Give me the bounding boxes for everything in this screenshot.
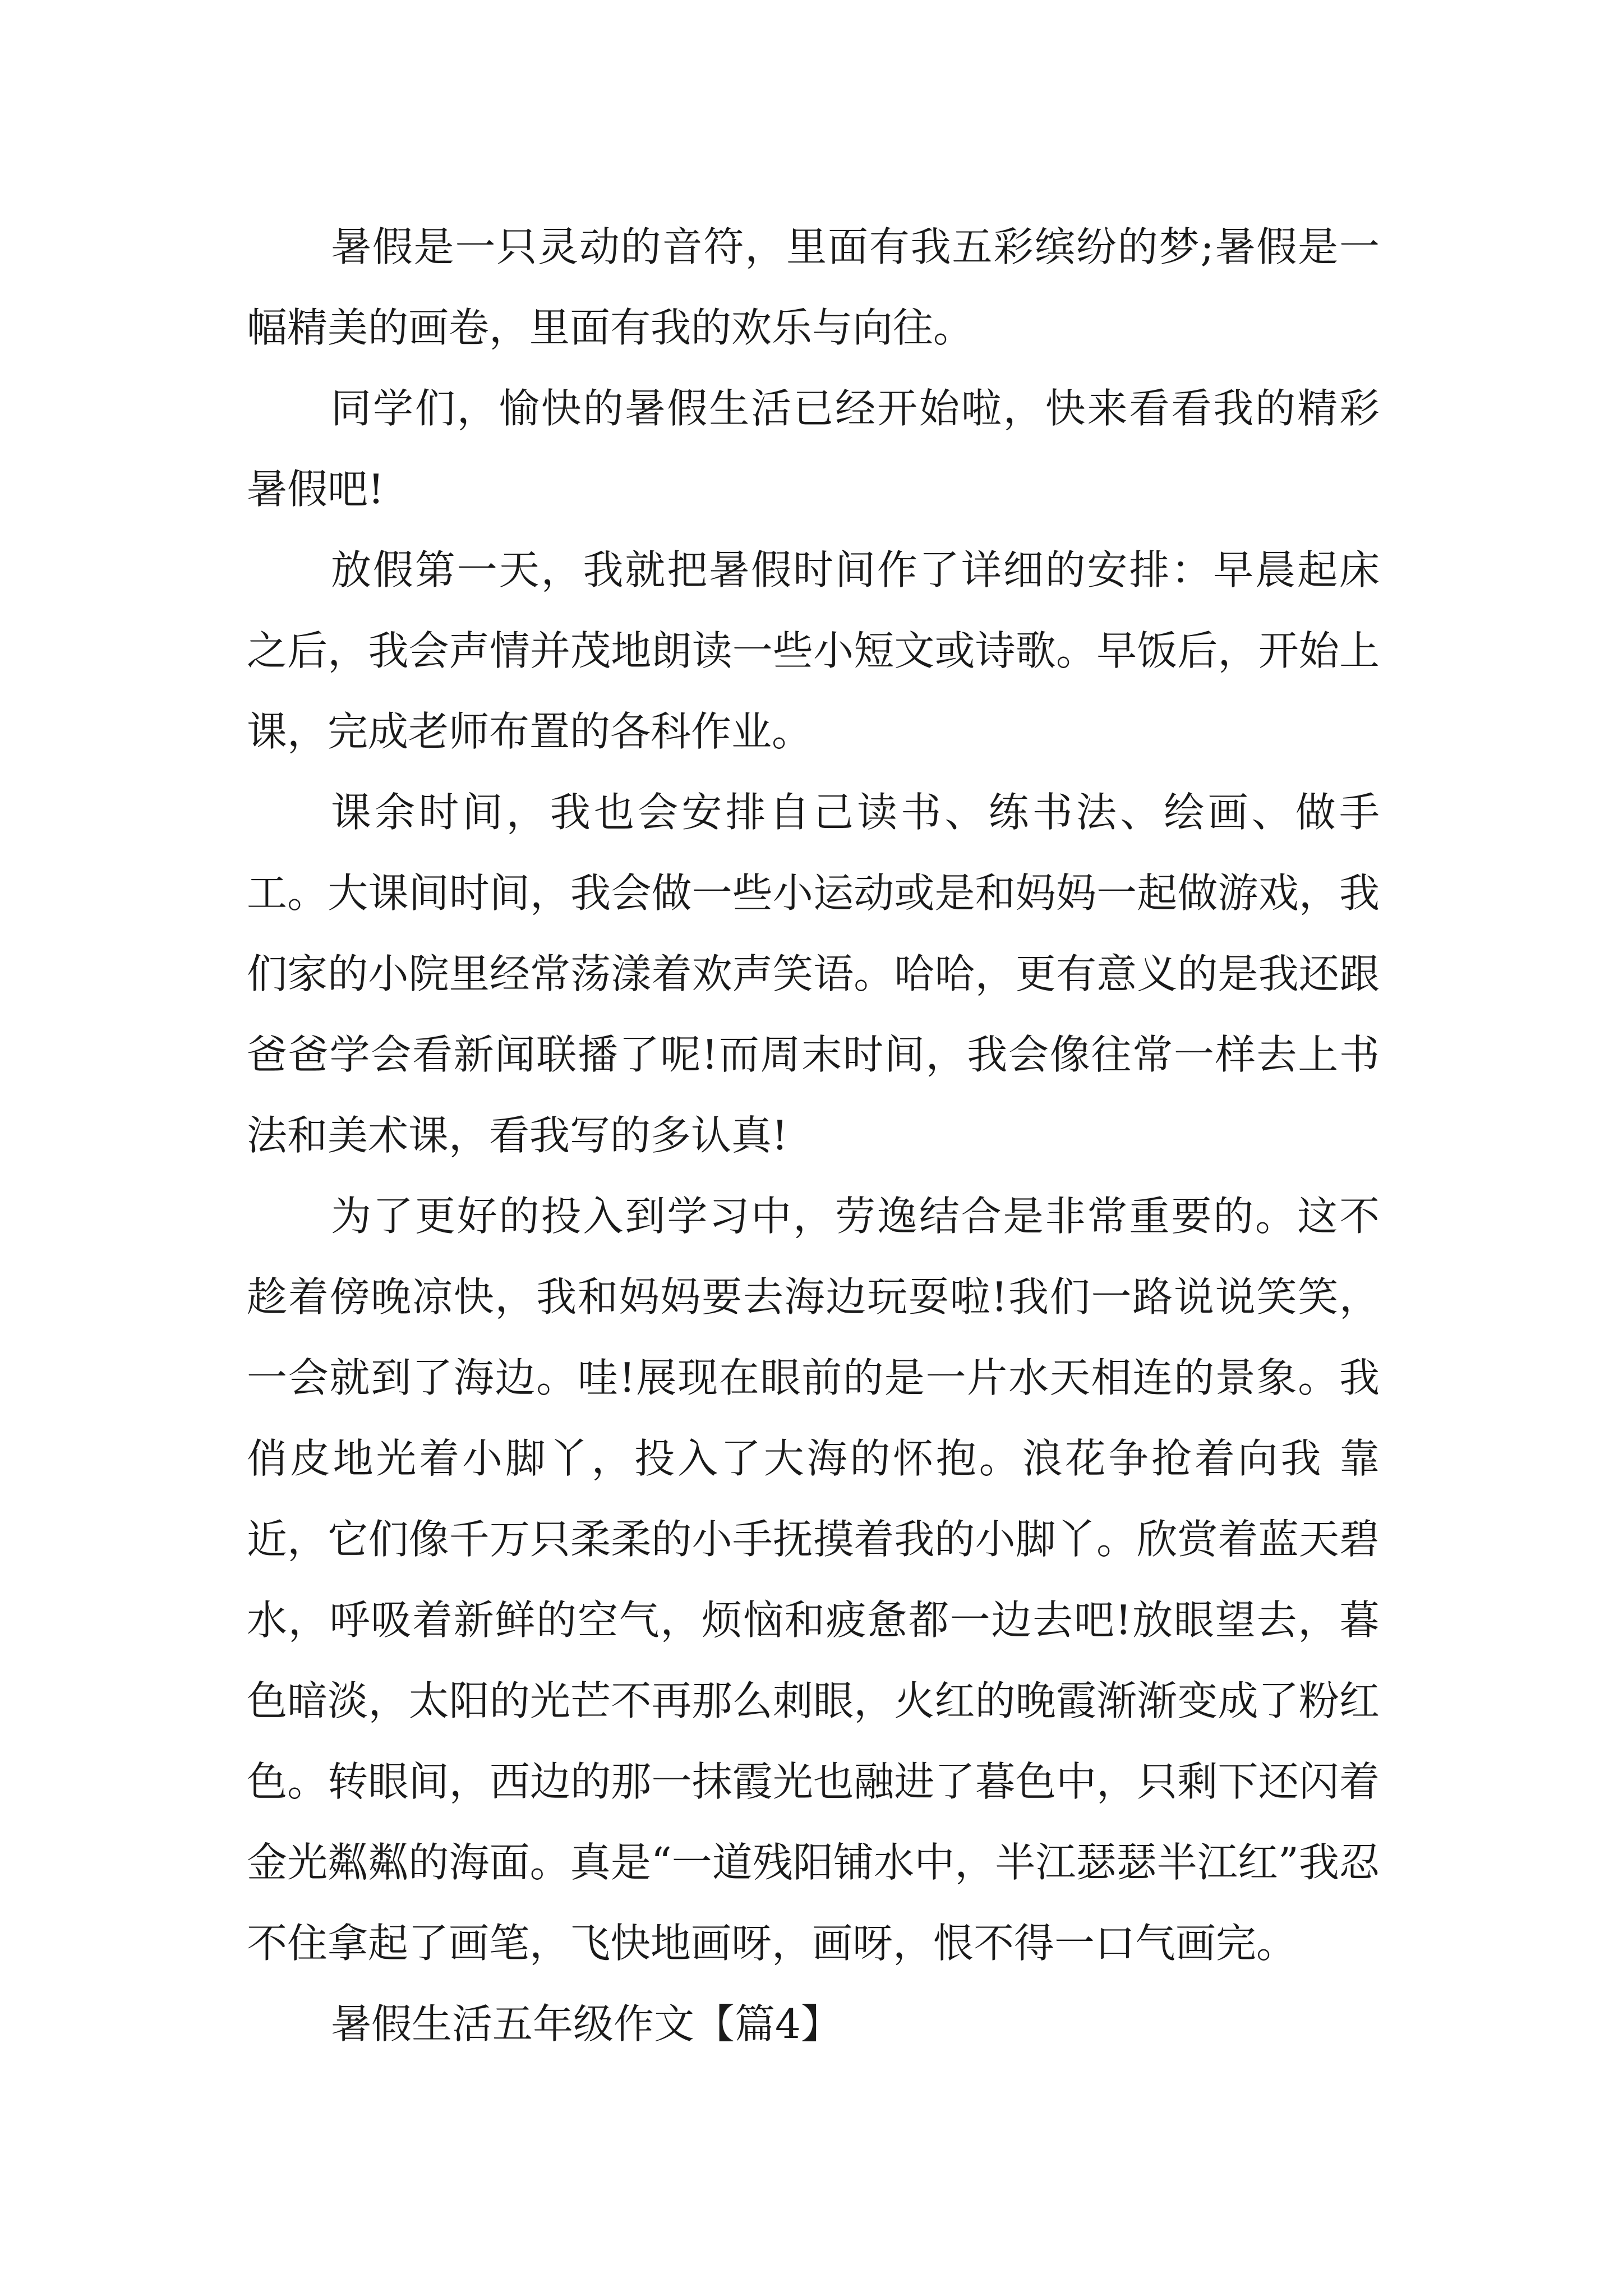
paragraph-4: 课余时间，我也会安排自己读书、练书法、绘画、做手工。大课间时间，我会做一些小运动或是和妈妈一起做游戏，我们家的小院里经常荡漾着欢声笑语。哈哈，更有意义的是我还跟爸爸学会看新闻联播了呢!而周末时间，我会像往常一样去上书法和美术课，看我写的多认真! (247, 789, 1380, 1159)
document-body (247, 206, 1380, 2064)
paragraph-3: 放假第一天，我就把暑假时间作了详细的安排：早晨起床之后，我会声情并茂地朗读一些小短文或诗歌。早饭后，开始上课，完成老师布置的各科作业。 (247, 546, 1380, 755)
paragraph-5: 为了更好的投入到学习中，劳逸结合是非常重要的。这不趁着傍晚凉快，我和妈妈要去海边玩耍啦!我们一路说说笑笑，一会就到了海边。哇!展现在眼前的是一片水天相连的景象。我俏皮地光着小脚丫，投入了大海的怀抱。浪花争抢着向我 靠近，它们像千万只柔柔的小手抚摸着我的小脚丫。欣赏着蓝天碧水，呼吸着新鲜的空气，烦恼和疲惫都一边去吧!放眼望去，暮色暗淡，太阳的光芒不再那么刺眼，火红的晚霞渐渐变成了粉红色。转眼间，西边的那一抹霞光也融进了暮色中，只剩下还闪着金光粼粼的海面。真是“一道残阳铺水中，半江瑟瑟半江红”我忍不住拿起了画笔，飞快地画呀，画呀，恨不得一口气画完。 (247, 1193, 1380, 1967)
section-heading: 暑假生活五年级作文【篇4】 (331, 2000, 841, 2047)
paragraph-1: 暑假是一只灵动的音符，里面有我五彩缤纷的梦;暑假是一幅精美的画卷，里面有我的欢乐与向往。 (247, 223, 1380, 351)
paragraph-2: 同学们，愉快的暑假生活已经开始啦，快来看看我的精彩暑假吧! (247, 385, 1380, 513)
